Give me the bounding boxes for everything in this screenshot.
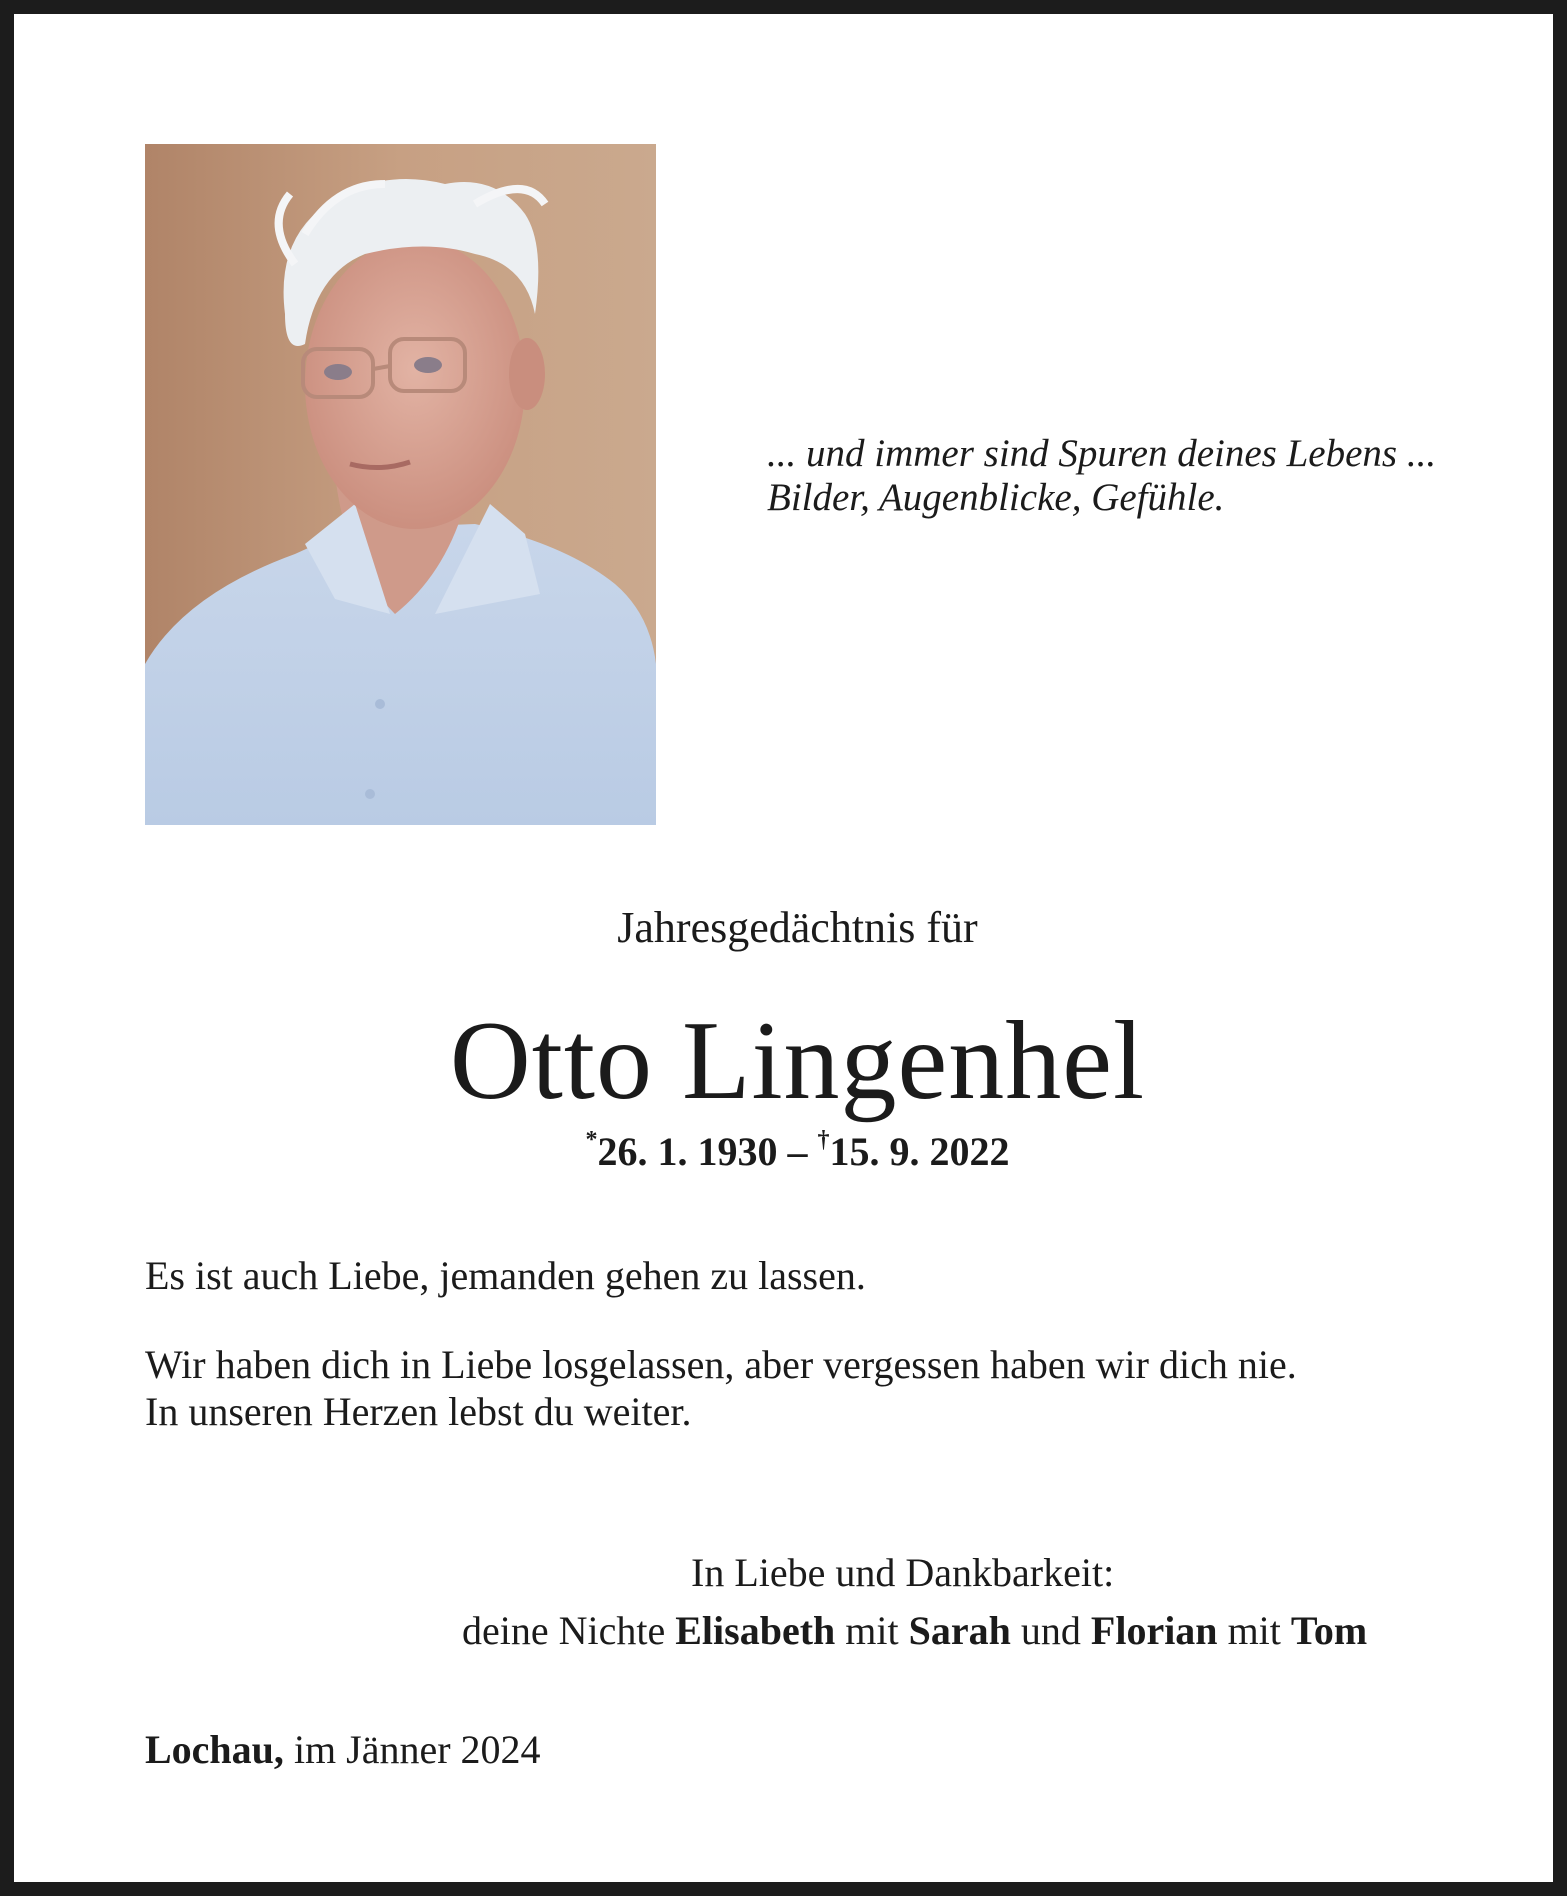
quote-line-2: Bilder, Augenblicke, Gefühle. <box>767 476 1225 519</box>
relative-name: Florian <box>1090 1608 1218 1653</box>
date-separator: – <box>777 1129 818 1174</box>
text-line-2: Wir haben dich in Liebe losgelassen, aber vergessen haben wir dich nie. <box>145 1342 1297 1387</box>
place-and-date <box>145 1726 541 1773</box>
signature-join: mit <box>1217 1608 1291 1653</box>
memorial-intro: Jahresgedächtnis für <box>617 903 978 952</box>
portrait-photo <box>145 144 656 825</box>
life-dates <box>14 1128 1567 1175</box>
place-name: Lochau, <box>145 1727 284 1772</box>
birth-symbol: * <box>585 1126 598 1153</box>
birth-date: 26. 1. 1930 <box>597 1129 778 1174</box>
quote-line-1: ... und immer sind Spuren deines Lebens ... <box>767 432 1437 475</box>
memorial-quote <box>767 432 1467 520</box>
signature-join: und <box>1010 1608 1091 1653</box>
text-line-3: In unseren Herzen lebst du weiter. <box>145 1389 692 1434</box>
text-line-1: Es ist auch Liebe, jemanden gehen zu lassen. <box>145 1253 866 1298</box>
signature-join: mit <box>835 1608 909 1653</box>
publication-date: im Jänner 2024 <box>283 1727 541 1772</box>
death-date: 15. 9. 2022 <box>829 1129 1010 1174</box>
death-symbol: † <box>817 1126 830 1153</box>
relative-name: Sarah <box>908 1608 1011 1653</box>
relative-name: Tom <box>1290 1608 1368 1653</box>
signature-names <box>462 1602 1367 1660</box>
signature-heading: In Liebe und Dankbarkeit: <box>691 1550 1115 1595</box>
relative-name: Elisabeth <box>675 1608 836 1653</box>
memorial-text <box>145 1252 1475 1435</box>
deceased-name: Otto Lingenhel <box>449 999 1146 1123</box>
signature-prefix: deine Nichte <box>462 1608 676 1653</box>
